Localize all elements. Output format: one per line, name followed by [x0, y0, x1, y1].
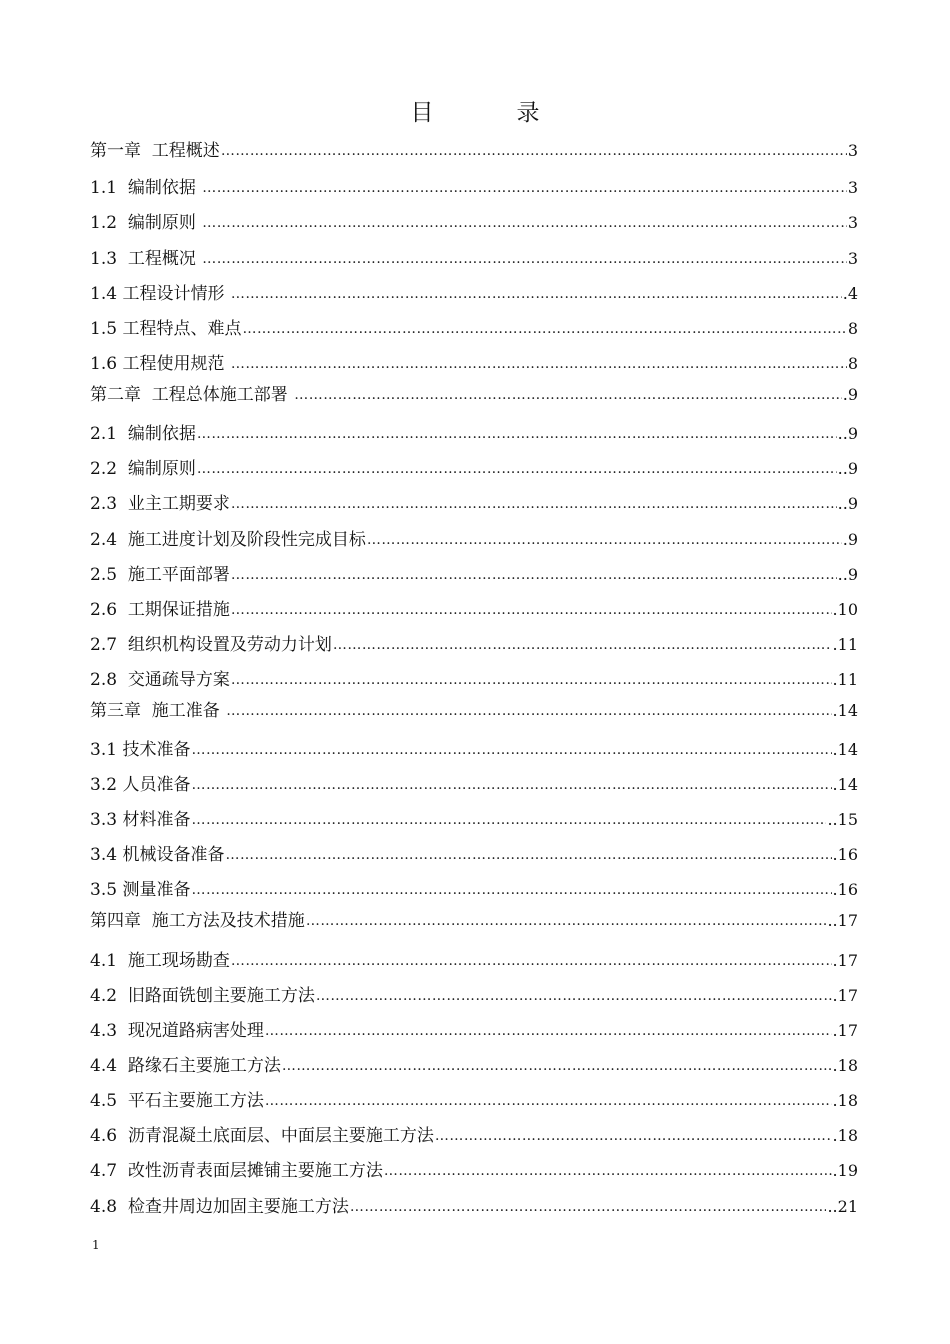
toc-chapter-entry	[90, 699, 858, 723]
toc-dot-leader	[221, 139, 847, 163]
toc-entry-page-number: .11	[832, 670, 858, 689]
toc-entry-label: 2.4 施工进度计划及阶段性完成目标	[90, 530, 366, 550]
toc-entry-label: 4.6 沥青混凝土底面层、中面层主要施工方法	[90, 1126, 434, 1146]
toc-entry-page-number: 8	[847, 319, 858, 338]
toc-entry-label: 4.2 旧路面铣刨主要施工方法	[90, 986, 315, 1006]
toc-entry-label: 3.5 测量准备	[90, 880, 191, 900]
toc-entry-page-number: .10	[832, 600, 858, 619]
toc-section-entry	[90, 668, 858, 692]
toc-section-entry	[90, 1054, 858, 1078]
toc-entry-page-number: 3	[847, 249, 858, 268]
toc-section-entry	[90, 422, 858, 446]
toc-entry-label: 1.3 工程概况	[90, 249, 202, 269]
toc-entry-label: 1.4 工程设计情形	[90, 284, 230, 304]
toc-dot-leader	[202, 247, 847, 271]
toc-dot-leader	[197, 422, 837, 446]
toc-entry-page-number: .11	[832, 635, 858, 654]
toc-section-entry	[90, 352, 858, 376]
toc-entry-page-number: .14	[832, 701, 858, 720]
toc-dot-leader	[384, 1159, 832, 1183]
toc-entry-page-number: .9	[842, 385, 858, 404]
toc-section-entry	[90, 773, 858, 797]
toc-entry-page-number: .4	[842, 284, 858, 303]
toc-dot-leader	[231, 598, 832, 622]
toc-dot-leader	[191, 808, 826, 832]
toc-entry-page-number: .14	[832, 740, 858, 759]
toc-section-entry	[90, 176, 858, 200]
toc-entry-page-number: .18	[832, 1056, 858, 1075]
toc-entry-page-number: .14	[832, 775, 858, 794]
toc-entry-label: 4.4 路缘石主要施工方法	[90, 1056, 281, 1076]
toc-entry-label: 1.1 编制依据	[90, 178, 202, 198]
toc-section-entry	[90, 738, 858, 762]
toc-entry-label: 1.5 工程特点、难点	[90, 319, 242, 339]
toc-entry-page-number: 3	[847, 141, 858, 160]
toc-dot-leader	[191, 878, 831, 902]
toc-dot-leader	[191, 738, 831, 762]
toc-entry-page-number: ..9	[837, 494, 858, 513]
toc-entry-label: 4.3 现况道路病害处理	[90, 1021, 264, 1041]
toc-entry-label: 4.8 检查井周边加固主要施工方法	[90, 1197, 349, 1217]
toc-entry-label: 1.6 工程使用规范	[90, 354, 230, 374]
toc-section-entry	[90, 282, 858, 306]
toc-entry-page-number: .17	[832, 986, 858, 1005]
toc-dot-leader	[191, 773, 831, 797]
toc-section-entry	[90, 949, 858, 973]
toc-section-entry	[90, 317, 858, 341]
toc-entry-label: 第四章 施工方法及技术措施	[90, 911, 305, 931]
toc-dot-leader	[306, 909, 827, 933]
toc-dot-leader	[197, 457, 837, 481]
toc-entry-label: 4.5 平石主要施工方法	[90, 1091, 264, 1111]
toc-section-entry	[90, 1124, 858, 1148]
page-title: 目 录	[410, 100, 570, 126]
toc-section-entry	[90, 1089, 858, 1113]
toc-entry-page-number: .19	[832, 1161, 858, 1180]
toc-entry-page-number: .16	[832, 845, 858, 864]
toc-dot-leader	[231, 949, 832, 973]
toc-entry-label: 2.5 施工平面部署	[90, 565, 230, 585]
toc-section-entry	[90, 528, 858, 552]
toc-section-entry	[90, 984, 858, 1008]
toc-entry-page-number: .17	[832, 951, 858, 970]
toc-entry-label: 4.1 施工现场勘查	[90, 951, 230, 971]
toc-entry-label: 第三章 施工准备	[90, 701, 226, 721]
toc-dot-leader	[282, 1054, 832, 1078]
toc-dot-leader	[435, 1124, 832, 1148]
toc-entry-label: 2.1 编制依据	[90, 424, 196, 444]
toc-entry-label: 4.7 改性沥青表面层摊铺主要施工方法	[90, 1161, 383, 1181]
toc-entry-page-number: 3	[847, 178, 858, 197]
toc-dot-leader	[265, 1019, 832, 1043]
toc-entry-page-number: ..17	[827, 911, 858, 930]
toc-dot-leader	[231, 352, 847, 376]
toc-section-entry	[90, 211, 858, 235]
toc-section-entry	[90, 563, 858, 587]
toc-entry-page-number: .9	[842, 530, 858, 549]
toc-dot-leader	[226, 699, 831, 723]
toc-section-entry	[90, 1159, 858, 1183]
toc-entry-page-number: 8	[847, 354, 858, 373]
toc-entry-label: 3.3 材料准备	[90, 810, 191, 830]
toc-dot-leader	[333, 633, 832, 657]
toc-entry-page-number: .16	[832, 880, 858, 899]
toc-section-entry	[90, 633, 858, 657]
toc-chapter-entry	[90, 909, 858, 933]
toc-dot-leader	[367, 528, 842, 552]
toc-section-entry	[90, 1195, 858, 1219]
toc-section-entry	[90, 457, 858, 481]
toc-entry-page-number: .17	[832, 1021, 858, 1040]
toc-section-entry	[90, 843, 858, 867]
toc-entry-page-number: .18	[832, 1126, 858, 1145]
toc-entry-label: 2.2 编制原则	[90, 459, 196, 479]
toc-dot-leader	[316, 984, 832, 1008]
toc-entry-label: 3.2 人员准备	[90, 775, 191, 795]
toc-section-entry	[90, 1019, 858, 1043]
toc-section-entry	[90, 598, 858, 622]
toc-dot-leader	[231, 668, 832, 692]
toc-section-entry	[90, 878, 858, 902]
toc-dot-leader	[231, 492, 837, 516]
toc-entry-page-number: ..21	[827, 1197, 858, 1216]
toc-entry-page-number: ..9	[837, 459, 858, 478]
toc-chapter-entry	[90, 383, 858, 407]
toc-dot-leader	[294, 383, 842, 407]
toc-dot-leader	[202, 176, 847, 200]
toc-entry-label: 2.3 业主工期要求	[90, 494, 230, 514]
toc-entry-label: 2.6 工期保证措施	[90, 600, 230, 620]
toc-entry-page-number: ..15	[827, 810, 858, 829]
toc-entry-label: 2.8 交通疏导方案	[90, 670, 230, 690]
toc-entry-page-number: 3	[847, 213, 858, 232]
toc-entry-label: 1.2 编制原则	[90, 213, 202, 233]
toc-entry-page-number: .18	[832, 1091, 858, 1110]
toc-entry-page-number: ..9	[837, 424, 858, 443]
toc-dot-leader	[350, 1195, 827, 1219]
toc-entry-label: 第二章 工程总体施工部署	[90, 385, 294, 405]
footer-page-number: 1	[92, 1238, 100, 1252]
toc-section-entry	[90, 247, 858, 271]
toc-dot-leader	[265, 1089, 832, 1113]
toc-entry-page-number: ..9	[837, 565, 858, 584]
toc-section-entry	[90, 492, 858, 516]
toc-chapter-entry	[90, 139, 858, 163]
toc-dot-leader	[242, 317, 846, 341]
toc-entry-label: 第一章 工程概述	[90, 141, 220, 161]
toc-dot-leader	[225, 843, 831, 867]
toc-dot-leader	[231, 563, 837, 587]
toc-section-entry	[90, 808, 858, 832]
toc-entry-label: 2.7 组织机构设置及劳动力计划	[90, 635, 332, 655]
toc-dot-leader	[231, 282, 842, 306]
toc-entry-label: 3.4 机械设备准备	[90, 845, 225, 865]
toc-entry-label: 3.1 技术准备	[90, 740, 191, 760]
toc-dot-leader	[202, 211, 847, 235]
